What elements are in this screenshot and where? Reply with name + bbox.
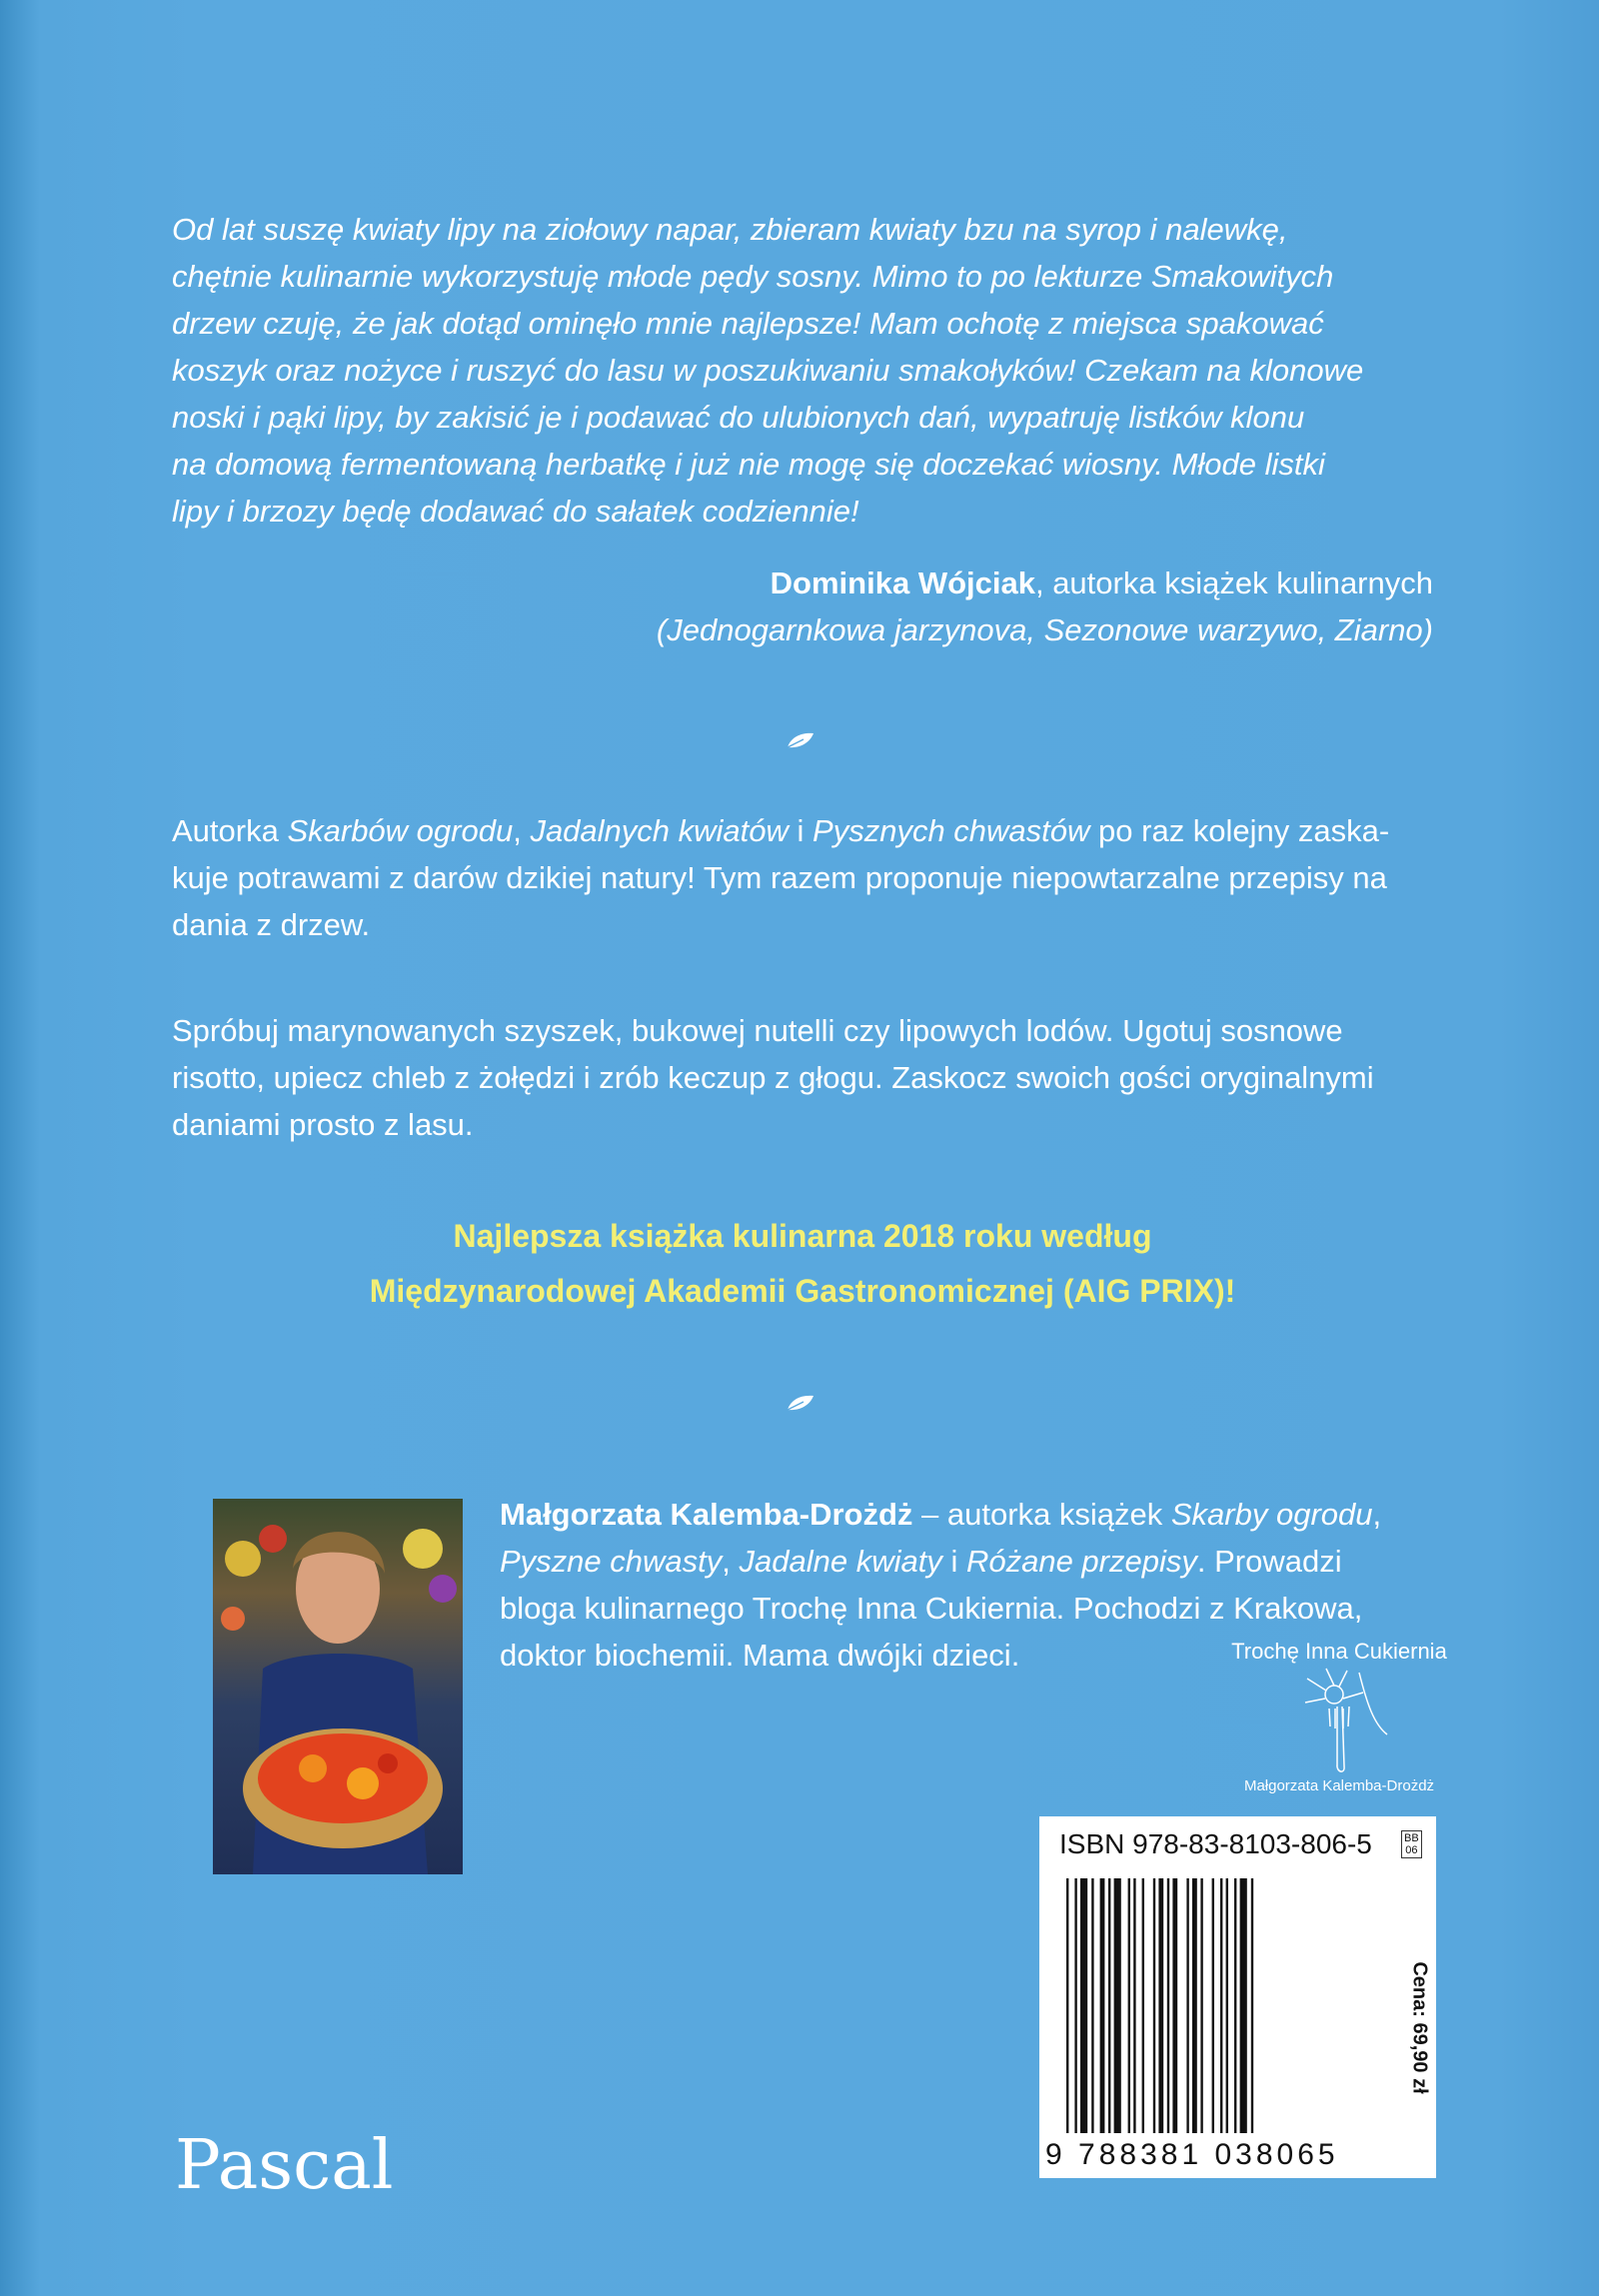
text-line [500,1538,1381,1585]
text-segment: Autorka [172,813,288,848]
award-text [172,1209,1433,1319]
barcode-bar [1100,1878,1105,2133]
barcode-bar [1158,1878,1163,2133]
text-line [500,1585,1381,1632]
text-segment: , [1372,1497,1382,1532]
barcode-digits: 9 788381 038065 [1045,2138,1339,2171]
text-segment: po raz kolejny zaska- [1089,813,1390,848]
barcode-bar [1142,1878,1144,2133]
text-line [172,901,1433,948]
text-line [172,854,1433,901]
barcode-bar [1220,1878,1222,2133]
text-line: Od lat suszę kwiaty lipy na ziołowy napar, zbieram kwiaty bzu na syrop i nalewkę, [172,212,1288,247]
barcode-bar [1114,1878,1121,2133]
barcode-bar [1153,1878,1155,2133]
quote [172,206,1433,535]
bb-code-bottom: 06 [1405,1844,1418,1856]
trocha-inna-cukiernia-logo [1209,1639,1469,1796]
leaf-icon [786,1394,815,1412]
text-line: Międzynarodowej Akademii Gastronomicznej (AIG PRIX)! [369,1273,1236,1309]
bb-code [1401,1830,1422,1858]
text-segment: Małgorzata Kalemba-Drożdż [500,1497,913,1532]
barcode-bar [1234,1878,1236,2133]
description-paragraph-2 [172,1007,1433,1148]
text-segment: i [941,1544,966,1579]
text-line [172,807,1433,854]
text-segment: bloga kulinarnego Trochę Inna Cukiernia. Pochodzi z Krakowa, [500,1591,1363,1626]
barcode-bar [1074,1878,1076,2133]
author-name: Dominika Wójciak [770,566,1035,600]
text-line: lipy i brzozy będę dodawać do sałatek codziennie! [172,494,859,529]
author-photo [213,1499,463,1874]
bb-code-top: BB [1404,1832,1419,1844]
price-label [1409,1886,1431,2166]
text-segment: Pysznych chwastów [812,813,1090,848]
text-segment: Skarbów ogrodu [287,813,514,848]
text-segment: dania z drzew. [172,907,371,942]
text-line: Spróbuj marynowanych szyszek, bukowej nutelli czy lipowych lodów. Ugotuj sosnowe [172,1013,1343,1048]
text-segment: Skarby ogrodu [1170,1497,1373,1532]
text-line [500,1491,1381,1538]
barcode-bar [1200,1878,1202,2133]
text-segment: Jadalnych kwiatów [530,813,789,848]
barcode-bar [1186,1878,1188,2133]
text-line: noski i pąki lipy, by zakisić je i podawać do ulubionych dań, wypatruję listków klonu [172,400,1305,435]
barcode-bar [1212,1878,1214,2133]
logo-bottom-text: Małgorzata Kalemba-Drożdż [1243,1777,1435,1794]
leaf-icon [786,731,815,749]
quote-attribution [172,560,1433,653]
barcode-bar [1066,1878,1068,2133]
text-line: daniami prosto z lasu. [172,1107,474,1142]
barcode-bar [1128,1878,1130,2133]
text-line: drzew czuję, że jak dotąd ominęło mnie najlepsze! Mam ochotę z miejsca spakować [172,306,1324,341]
barcode-bar [1133,1878,1135,2133]
text-line: Najlepsza książka kulinarna 2018 roku według [453,1218,1152,1254]
barcode-bar [1091,1878,1093,2133]
text-segment: Różane przepisy [965,1544,1197,1579]
barcode-bar [1251,1878,1253,2133]
text-line: koszyk oraz nożyce i ruszyć do lasu w poszukiwaniu smakołyków! Czekam na klonowe [172,353,1364,388]
text-segment: doktor biochemii. Mama dwójki dzieci. [500,1638,1020,1673]
text-line: chętnie kulinarnie wykorzystuję młode pędy sosny. Mimo to po lekturze Smakowitych [172,259,1334,294]
text-segment: Jadalne kwiaty [739,1544,942,1579]
text-segment: . Prowadzi [1196,1544,1342,1579]
text-segment: i [788,813,813,848]
text-segment: , [513,813,531,848]
barcode-bar [1108,1878,1110,2133]
barcode-bar [1167,1878,1169,2133]
text-segment: – autorka książek [912,1497,1171,1532]
barcode-bar [1080,1878,1087,2133]
barcode-label [1039,1816,1436,2178]
text-segment: , [722,1544,740,1579]
price-text: Cena: 69,90 zł [1408,1961,1431,2094]
author-role: , autorka książek kulinarnych [1034,566,1433,600]
description-paragraph-1 [172,807,1433,948]
publisher-logo: Pascal [175,2126,394,2205]
flower-fork-emblem-icon [1279,1665,1399,1776]
barcode-bar [1172,1878,1177,2133]
text-segment: kuje potrawami z darów dzikiej natury! Tym razem proponuje niepowtarzalne przepisy na [172,860,1387,895]
author-books: (Jednogarnkowa jarzynova, Sezonowe warzywo, Ziarno) [656,612,1433,647]
text-segment: Pyszne chwasty [500,1544,723,1579]
text-line: risotto, upiecz chleb z żołędzi i zrób keczup z głogu. Zaskocz swoich gości oryginalnymi [172,1060,1374,1095]
isbn-number: ISBN 978-83-8103-806-5 [1059,1828,1372,1859]
text-line: na domową fermentowaną herbatkę i już nie mogę się doczekać wiosny. Młode listki [172,447,1325,482]
logo-top-text: Trochę Inna Cukiernia [1231,1639,1447,1664]
barcode-bars [1064,1878,1394,2133]
barcode-bar [1240,1878,1247,2133]
barcode-bar [1226,1878,1228,2133]
barcode-bar [1192,1878,1197,2133]
